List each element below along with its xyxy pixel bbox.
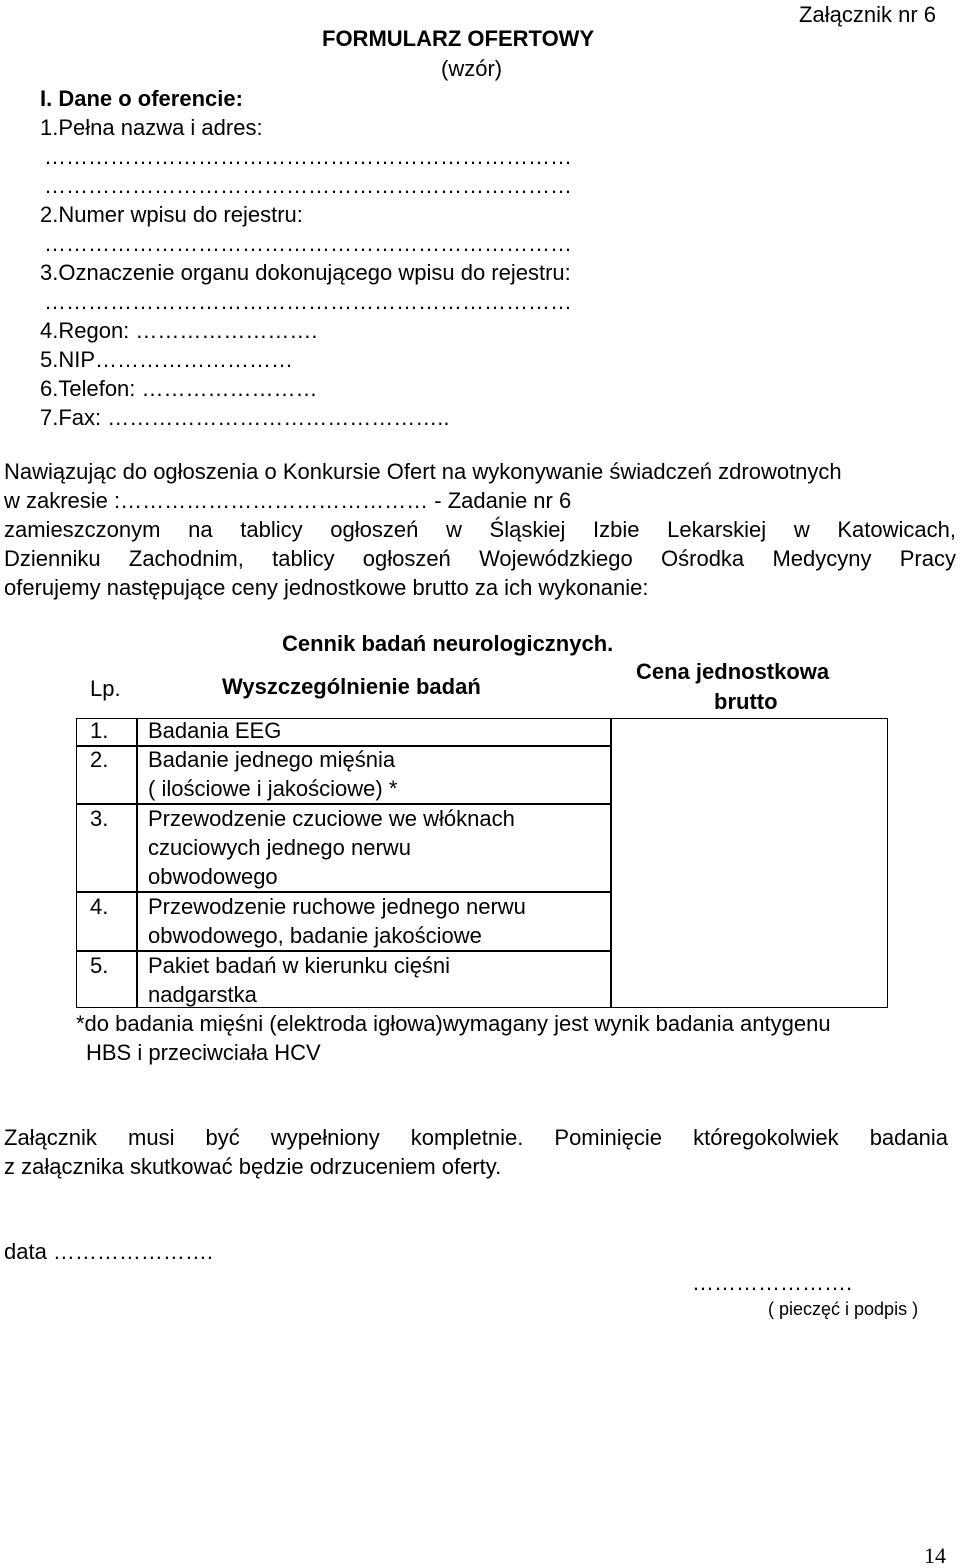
intro-line-2: w zakresie :…………………………………… - Zadanie nr 6 (4, 488, 572, 513)
row-number: 4. (90, 894, 109, 919)
row-description: Przewodzenie ruchowe jednego nerwu (148, 894, 526, 919)
signature-line: …………………. (692, 1270, 853, 1295)
field-fax: 7.Fax: ……………………………………….. (40, 405, 450, 430)
field-phone: 6.Telefon: …………………… (40, 376, 318, 401)
field-full-name-label: 1.Pełna nazwa i adres: (40, 115, 263, 140)
field-regon: 4.Regon: ……………………. (40, 318, 318, 343)
table-divider-lp (136, 718, 138, 1008)
price-table-caption: Cennik badań neurologicznych. (282, 631, 614, 656)
field-registry-authority-label: 3.Oznaczenie organu dokonującego wpisu do rejestru: (40, 260, 571, 285)
footnote-line-1: *do badania mięśni (elektroda igłowa)wymagany jest wynik badania antygenu (76, 1011, 831, 1036)
intro-line-3: zamieszczonym na tablicy ogłoszeń w Śląskiej Izbie Lekarskiej w Katowicach, (4, 517, 956, 542)
date-field: data …………………. (4, 1239, 214, 1264)
row-number: 1. (90, 718, 109, 743)
intro-line-5: oferujemy następujące ceny jednostkowe brutto za ich wykonanie: (4, 575, 649, 600)
column-header-price-line-1: Cena jednostkowa (636, 659, 830, 684)
field-full-name-line-1: ……………………………………………………………… (44, 144, 572, 169)
column-header-price-line-2: brutto (714, 689, 778, 714)
row-description: czuciowych jednego nerwu (148, 835, 411, 860)
intro-line-4: Dzienniku Zachodnim, tablicy ogłoszeń Wojewódzkiego Ośrodka Medycyny Pracy (4, 546, 956, 571)
row-number: 3. (90, 806, 109, 831)
field-registry-label: 2.Numer wpisu do rejestru: (40, 202, 303, 227)
signature-label: ( pieczęć i podpis ) (768, 1299, 919, 1319)
completeness-notice-line-1: Załącznik musi być wypełniony kompletnie. Pominięcie któregokolwiek badania (4, 1125, 948, 1150)
form-subtitle: (wzór) (441, 56, 503, 81)
footnote-line-2: HBS i przeciwciała HCV (86, 1040, 321, 1065)
row-description: obwodowego, badanie jakościowe (148, 923, 482, 948)
field-nip: 5.NIP……………………… (40, 347, 294, 372)
row-number: 5. (90, 953, 109, 978)
intro-line-1: Nawiązując do ogłoszenia o Konkursie Ofert na wykonywanie świadczeń zdrowotnych (4, 459, 842, 484)
form-title: FORMULARZ OFERTOWY (322, 26, 595, 51)
column-header-description: Wyszczególnienie badań (222, 674, 481, 699)
attachment-number: Załącznik nr 6 (799, 2, 936, 27)
section-heading: I. Dane o oferencie: (40, 86, 243, 111)
row-description: Badania EEG (148, 718, 282, 743)
row-description: Badanie jednego mięśnia (148, 747, 396, 772)
table-divider-price (610, 718, 612, 1008)
completeness-notice-line-2: z załącznika skutkować będzie odrzuceniem oferty. (4, 1154, 502, 1179)
row-description: Przewodzenie czuciowe we włóknach (148, 806, 515, 831)
row-description: obwodowego (148, 864, 278, 889)
field-registry-line: ……………………………………………………………… (44, 231, 572, 256)
row-number: 2. (90, 747, 109, 772)
page-number: 14 (924, 1543, 946, 1568)
row-description: ( ilościowe i jakościowe) * (148, 776, 398, 801)
field-registry-authority-line: ……………………………………………………………… (44, 289, 572, 314)
column-header-lp: Lp. (90, 676, 121, 701)
row-description: Pakiet badań w kierunku cięśni (148, 953, 451, 978)
field-full-name-line-2: ……………………………………………………………… (44, 173, 572, 198)
row-description: nadgarstka (148, 982, 257, 1007)
